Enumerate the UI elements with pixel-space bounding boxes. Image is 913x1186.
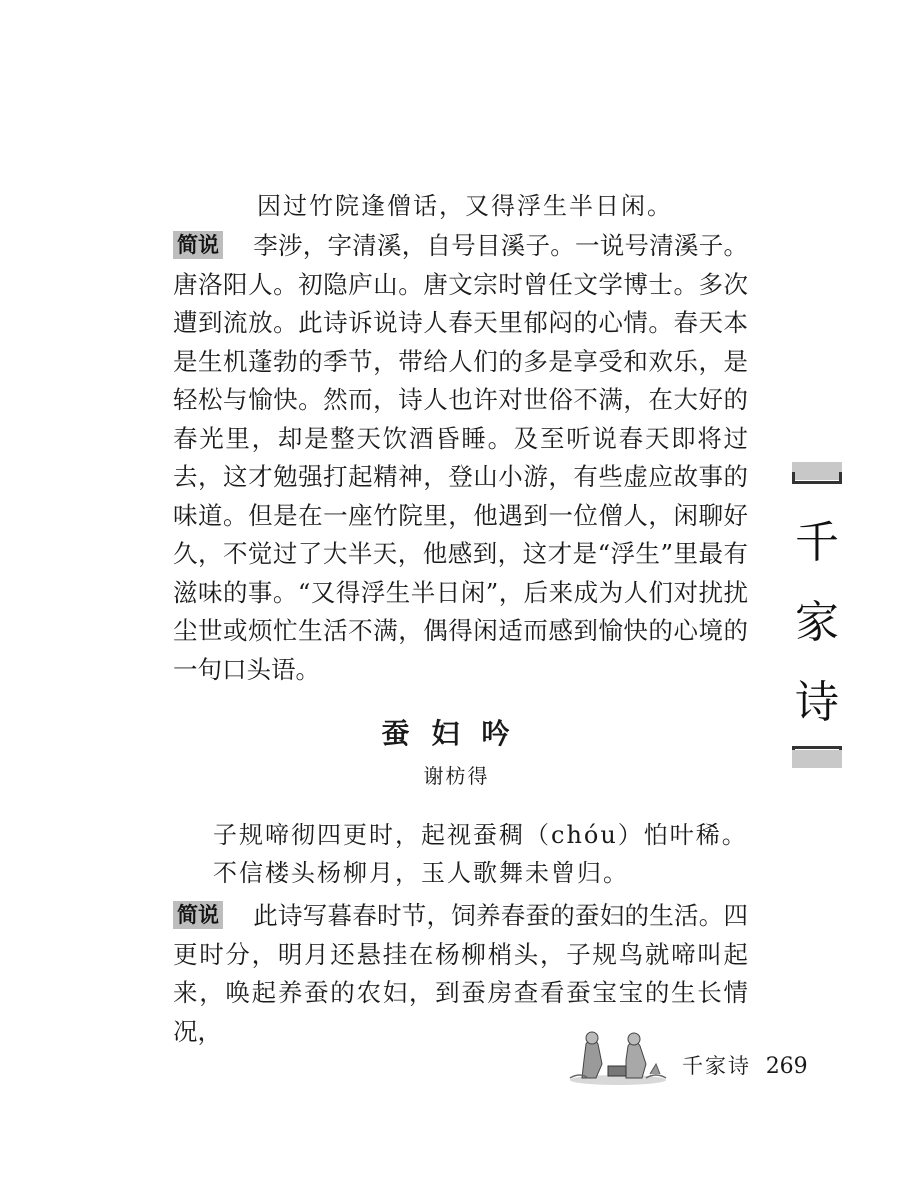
footer-illustration-icon (566, 1022, 670, 1088)
tab-bar-bottom (792, 750, 842, 768)
page-footer (682, 1050, 808, 1080)
tab-bracket-top (792, 472, 842, 484)
commentary-tag: 简说 (173, 231, 223, 259)
poem-line: 不信楼头杨柳月，玉人歌舞未曾归。 (213, 859, 629, 887)
commentary-paragraph (173, 227, 748, 689)
poem-line: 子规啼彻四更时，起视蚕稠（chóu）怕叶稀。 (213, 821, 748, 849)
poem-title-char: 吟 (481, 717, 532, 750)
verse-line: 因过竹院逢僧话，又得浮生半日闲。 (257, 192, 673, 220)
poem-author: 谢枋得 (423, 764, 490, 788)
side-tab-char: 诗 (795, 677, 839, 728)
poem-title-char: 蚕 (381, 717, 432, 750)
commentary-text: 此诗写暮春时节，饲养春蚕的蚕妇的生活。四更时分，明月还悬挂在杨柳梢头，子规鸟就啼叫起来，唤起养蚕的农妇，到蚕房查看蚕宝宝的生长情况， (173, 901, 748, 1046)
section-side-tab (792, 462, 842, 768)
commentary-text: 李涉，字清溪，自号目溪子。一说号清溪子。唐洛阳人。初隐庐山。唐文宗时曾任文学博士。多次遭到流放。此诗诉说诗人春天里郁闷的心情。春天本是生机蓬勃的季节，带给人们的多是享受和欢乐，是轻松与愉快。然而，诗人也许对世俗不满，在大好的春光里，却是整天饮酒昏睡。及至听说春天即将过去，这才勉强打起精神，登山小游，有些虚应故事的味道。但是在一座竹院里，他遇到一位僧人，闲聊好久，不觉过了大半天，他感到，这才是“浮生”里最有滋味的事。“又得浮生半日闲”，后来成为人们对扰扰尘世或烦忙生活不满，偶得闲适而感到愉快的心境的一句口头语。 (173, 231, 748, 684)
side-tab-char: 家 (795, 597, 839, 648)
side-tab-char: 千 (795, 517, 839, 568)
poem-title (0, 712, 913, 752)
commentary-tag: 简说 (173, 901, 223, 929)
page-number: 269 (765, 1054, 808, 1079)
footer-book-title: 千家诗 (682, 1054, 751, 1078)
poem-title-char: 妇 (431, 717, 482, 750)
